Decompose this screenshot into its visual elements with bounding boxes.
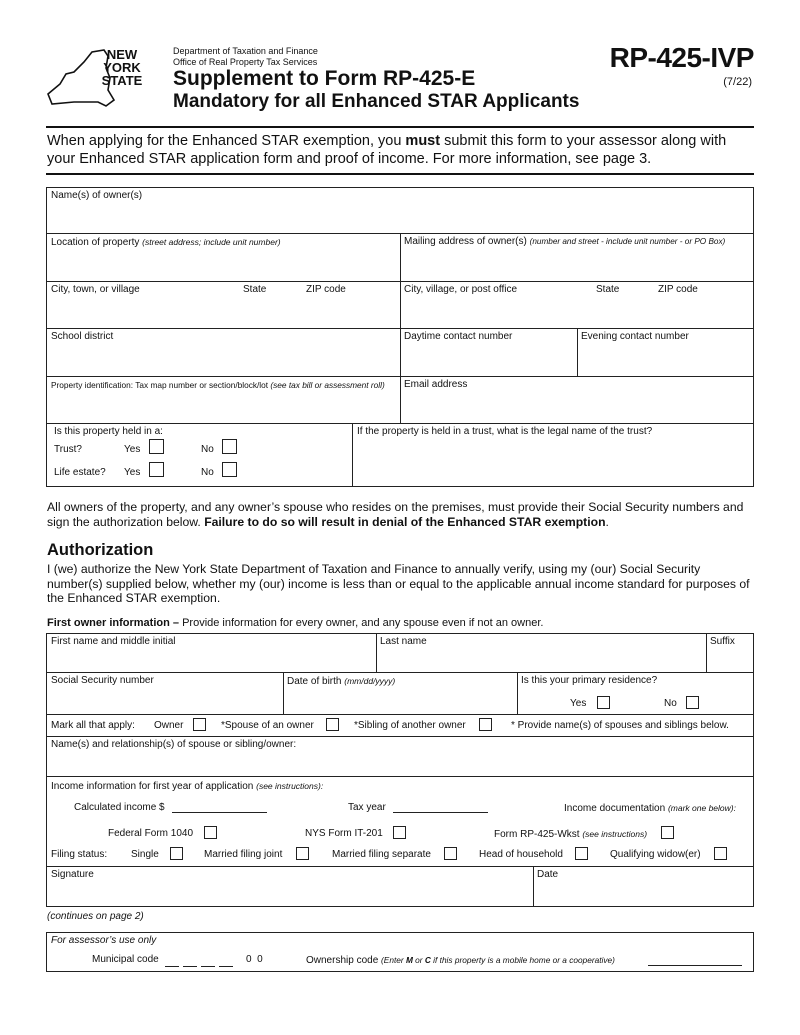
income-doc-text: Income documentation — [564, 803, 666, 814]
mfj-label: Married filing joint — [204, 849, 283, 860]
trust-label: Trust? — [54, 444, 82, 455]
mailing-hint: (number and street - include unit number - or PO Box) — [529, 237, 726, 246]
logo-text-new: NEW — [106, 47, 138, 62]
ownership-hint-m: M — [405, 955, 413, 965]
owners-name-field[interactable] — [46, 187, 754, 233]
sibling-checkbox[interactable] — [479, 718, 492, 731]
trust-name-label: If the property is held in a trust, what is the legal name of the trust? — [357, 426, 653, 437]
income-doc-hint: (mark one below): — [667, 803, 736, 813]
form-number: RP-425-IVP — [609, 42, 754, 73]
intro-rule — [46, 173, 754, 175]
income-info-label — [51, 780, 323, 793]
evening-contact-field[interactable] — [577, 328, 754, 376]
zip2-label: ZIP code — [658, 284, 698, 295]
federal-checkbox[interactable] — [204, 826, 217, 839]
ssn-notice — [47, 500, 759, 529]
city2-label: City, village, or post office — [404, 284, 518, 295]
ownership-hint-2: if this property is a mobile home or a cooperative) — [430, 955, 615, 965]
mailing-city-field[interactable] — [400, 281, 754, 328]
authorization-heading: Authorization — [47, 541, 154, 559]
notice-text-2: . — [605, 514, 609, 529]
wkst-text: Form RP-425-Wkst — [494, 829, 580, 840]
wkst-checkbox[interactable] — [661, 826, 674, 839]
zip-label: ZIP code — [306, 284, 346, 295]
municipal-digit-1[interactable] — [165, 955, 179, 967]
first-owner-heading — [47, 617, 543, 629]
suffix-field[interactable] — [706, 633, 754, 672]
trust-yes-checkbox[interactable] — [149, 439, 164, 454]
intro-text-2: submit this form to your assessor along with your Enhanced STAR application form and proof of income. For more information, see page 3. — [47, 133, 727, 167]
date-field[interactable] — [533, 866, 754, 907]
intro-paragraph — [47, 132, 757, 168]
relationship-label: Name(s) and relationship(s) of spouse or sibling/owner: — [51, 739, 297, 750]
header-rule — [46, 126, 754, 128]
signature-label: Signature — [51, 869, 94, 880]
wkst-hint: (see instructions) — [582, 829, 648, 839]
mailing-label: Mailing address of owner(s) — [404, 236, 527, 247]
federal-label: Federal Form 1040 — [108, 828, 194, 839]
owner-option-label: Owner — [154, 720, 184, 731]
dob-label: Date of birth — [287, 676, 342, 687]
daytime-contact-field[interactable] — [400, 328, 577, 376]
qw-checkbox[interactable] — [714, 847, 727, 860]
form-title: Supplement to Form RP-425-E — [173, 67, 476, 90]
intro-text-1: When applying for the Enhanced STAR exemption, you — [47, 133, 406, 149]
income-doc-label — [564, 802, 736, 815]
single-label: Single — [131, 849, 159, 860]
provide-note: * Provide name(s) of spouses and siblings below. — [511, 720, 729, 731]
logo-text-york: YORK — [103, 60, 141, 75]
municipal-digit-4[interactable] — [219, 955, 233, 967]
property-id-field[interactable] — [46, 376, 400, 423]
school-district-field[interactable] — [46, 328, 400, 376]
first-name-field[interactable] — [46, 633, 376, 672]
location-hint: (street address; include unit number) — [142, 237, 281, 247]
first-owner-rest: Provide information for every owner, and any spouse even if not an owner. — [182, 617, 544, 629]
income-hint: (see instructions): — [256, 781, 324, 791]
trust-no-label: No — [201, 444, 214, 455]
evening-label: Evening contact number — [581, 331, 689, 342]
ownership-hint-1: (Enter — [381, 955, 406, 965]
first-owner-bold: First owner information – — [47, 617, 183, 629]
nys-label: NYS Form IT-201 — [305, 828, 383, 839]
form-revision: (7/22) — [723, 76, 752, 88]
email-label: Email address — [404, 379, 468, 390]
authorization-text: I (we) authorize the New York State Department of Taxation and Finance to annually verify, using my (our) Social Security number(s) supplied below, whether my (our) income is less than or equal to the applicable annual income standard for purposes of the Enhanced STAR exemption. — [47, 562, 750, 605]
intro-must: must — [405, 133, 441, 149]
calc-income-label: Calculated income $ — [74, 802, 165, 813]
life-no-label: No — [201, 467, 214, 478]
email-field[interactable] — [400, 376, 754, 423]
held-label: Is this property held in a: — [54, 426, 163, 437]
state-label: State — [243, 284, 267, 295]
life-yes-checkbox[interactable] — [149, 462, 164, 477]
ownership-code-label — [306, 954, 615, 967]
dob-field[interactable] — [283, 672, 517, 714]
ssn-label: Social Security number — [51, 675, 154, 686]
income-label-text: Income information for first year of application — [51, 781, 254, 792]
dob-hint: (mm/dd/yyyy) — [344, 676, 396, 686]
mfs-checkbox[interactable] — [444, 847, 457, 860]
mfj-checkbox[interactable] — [296, 847, 309, 860]
trust-yes-label: Yes — [124, 444, 141, 455]
location-label: Location of property — [51, 237, 140, 248]
primary-no-label: No — [664, 698, 677, 709]
hoh-checkbox[interactable] — [575, 847, 588, 860]
municipal-code-suffix: 0 0 — [246, 954, 263, 965]
municipal-code-input[interactable] — [165, 954, 245, 966]
school-label: School district — [51, 331, 114, 342]
ownership-hint-or: or — [412, 955, 425, 965]
notice-bold: Failure to do so will result in denial of the Enhanced STAR exemption — [204, 514, 606, 529]
nys-checkbox[interactable] — [393, 826, 406, 839]
sibling-option-label: *Sibling of another owner — [354, 720, 466, 731]
held-in-section — [46, 423, 352, 487]
owner-checkbox[interactable] — [193, 718, 206, 731]
filing-status-label: Filing status: — [51, 849, 108, 860]
life-no-checkbox[interactable] — [222, 462, 237, 477]
notice-text-1: All owners of the property, and any owner’s spouse who resides on the premises, must provide their Social Security numbers and sign the authorization below. — [47, 500, 744, 529]
ownership-label-text: Ownership code — [306, 955, 379, 966]
city-field[interactable] — [46, 281, 400, 328]
primary-yes-checkbox[interactable] — [597, 696, 610, 709]
ownership-hint-c: C — [424, 955, 431, 965]
primary-residence-field — [517, 672, 754, 714]
mark-all-row — [46, 714, 754, 736]
continues-note: (continues on page 2) — [47, 911, 144, 922]
municipal-code-label: Municipal code — [92, 954, 159, 965]
first-name-label: First name and middle initial — [51, 636, 176, 647]
trust-no-checkbox[interactable] — [222, 439, 237, 454]
spouse-option-label: *Spouse of an owner — [221, 720, 314, 731]
life-yes-label: Yes — [124, 467, 141, 478]
tax-year-input[interactable] — [393, 800, 488, 813]
qw-label: Qualifying widow(er) — [610, 849, 701, 860]
life-estate-label: Life estate? — [54, 467, 106, 478]
wkst-label — [494, 828, 647, 841]
daytime-label: Daytime contact number — [404, 331, 513, 342]
municipal-digit-2[interactable] — [183, 955, 197, 967]
income-section — [46, 776, 754, 866]
nys-logo — [44, 44, 156, 116]
property-location-field[interactable] — [46, 233, 400, 281]
primary-no-checkbox[interactable] — [686, 696, 699, 709]
trust-name-field[interactable] — [352, 423, 754, 487]
state2-label: State — [596, 284, 620, 295]
ssn-field[interactable] — [46, 672, 283, 714]
municipal-digit-3[interactable] — [201, 955, 215, 967]
tax-year-label: Tax year — [348, 802, 386, 813]
logo-text-state: STATE — [101, 73, 143, 88]
single-checkbox[interactable] — [170, 847, 183, 860]
suffix-label: Suffix — [710, 636, 735, 647]
owners-name-label: Name(s) of owner(s) — [51, 190, 143, 201]
hoh-label: Head of household — [479, 849, 563, 860]
form-subtitle: Mandatory for all Enhanced STAR Applicants — [173, 91, 580, 112]
mark-all-label: Mark all that apply: — [51, 720, 135, 731]
signature-field[interactable] — [46, 866, 533, 907]
propid-hint: (see tax bill or assessment roll) — [270, 380, 385, 390]
last-name-label: Last name — [380, 636, 427, 647]
dept-line-1: Department of Taxation and Finance — [173, 46, 318, 56]
date-label: Date — [537, 869, 559, 880]
relationship-field[interactable] — [46, 736, 754, 776]
propid-label: Property identification: Tax map number or section/block/lot — [51, 380, 269, 390]
last-name-field[interactable] — [376, 633, 706, 672]
ownership-code-input[interactable] — [648, 954, 742, 966]
calc-income-input[interactable] — [172, 800, 267, 813]
mailing-address-field[interactable] — [400, 233, 754, 281]
spouse-checkbox[interactable] — [326, 718, 339, 731]
dept-line-2: Office of Real Property Tax Services — [173, 57, 318, 67]
primary-label: Is this your primary residence? — [521, 675, 658, 686]
assessor-label: For assessor’s use only — [51, 935, 157, 946]
city-label: City, town, or village — [51, 284, 140, 295]
mfs-label: Married filing separate — [332, 849, 431, 860]
primary-yes-label: Yes — [570, 698, 587, 709]
